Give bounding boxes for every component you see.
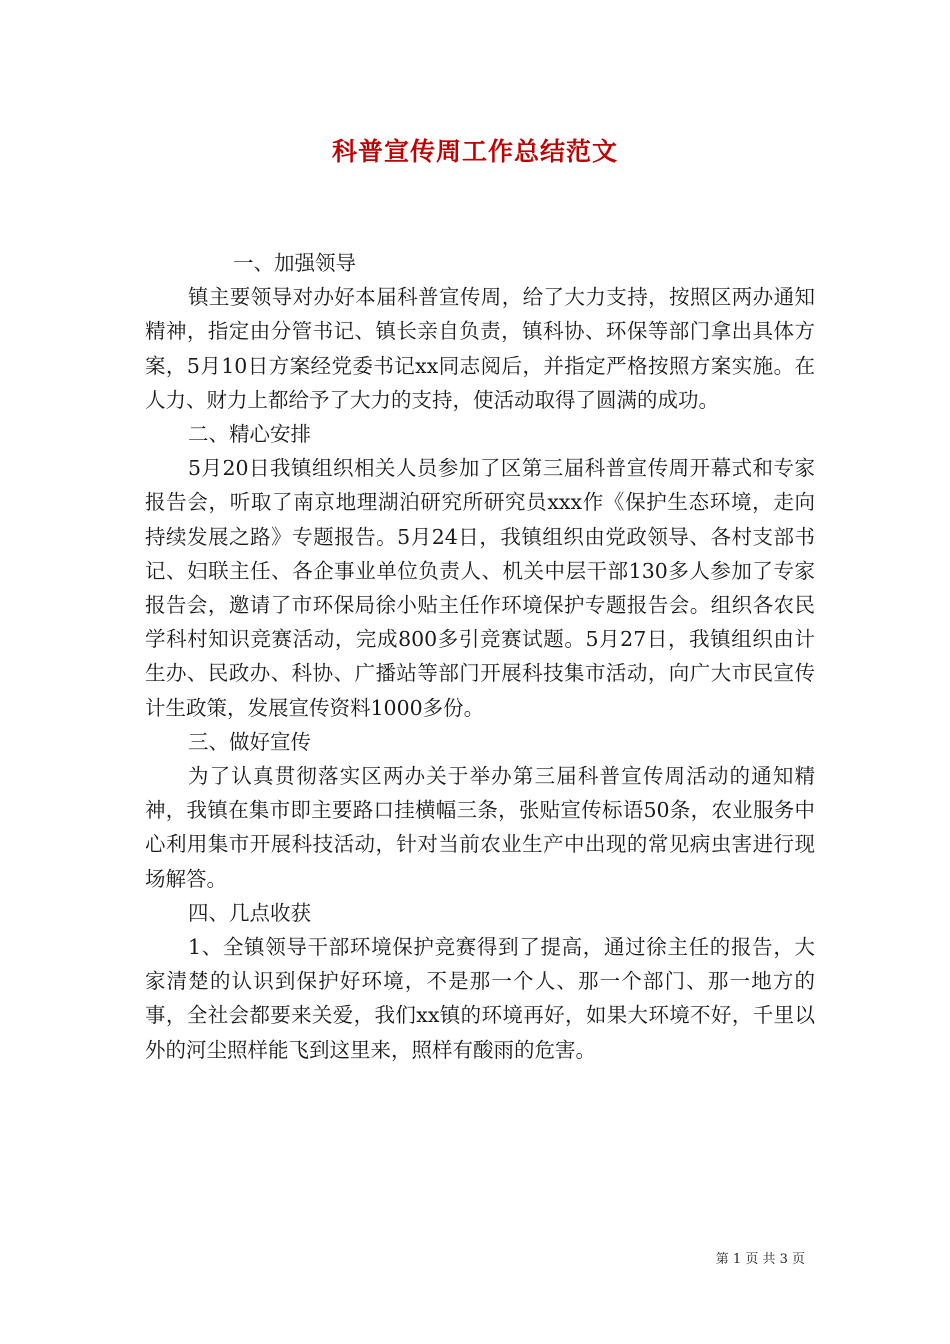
document-body — [145, 246, 815, 1067]
section-paragraph: 为了认真贯彻落实区两办关于举办第三届科普宣传周活动的通知精神，我镇在集市即主要路口挂横幅三条，张贴宣传标语50条，农业服务中心利用集市开展科技活动，针对当前农业生产中出现的常见病虫害进行现场解答。 — [145, 764, 815, 891]
section-paragraph: 1、全镇领导干部环境保护竞赛得到了提高，通过徐主任的报告，大家清楚的认识到保护好环境，不是那一个人、那一个部门、那一地方的事，全社会都要来关爱，我们xx镇的环境再好，如果大环境不好，千里以外的河尘照样能飞到这里来，照样有酸雨的危害。 — [145, 935, 815, 1062]
page-number-footer: 第 1 页 共 3 页 — [715, 1252, 805, 1267]
section-paragraph: 镇主要领导对办好本届科普宣传周，给了大力支持，按照区两办通知精神，指定由分管书记、镇长亲自负责，镇科协、环保等部门拿出具体方案，5月10日方案经党委书记xx同志阅后，并指定严格按照方案实施。在人力、财力上都给予了大力的支持，使活动取得了圆满的成功。 — [145, 285, 815, 412]
section-paragraph: 5月20日我镇组织相关人员参加了区第三届科普宣传周开幕式和专家报告会，听取了南京地理湖泊研究所研究员xxx作《保护生态环境，走向持续发展之路》专题报告。5月24日，我镇组织由党政领导、各村支部书记、妇联主任、各企事业单位负责人、机关中层干部130多人参加了专家报告会，邀请了市环保局徐小贴主任作环境保护专题报告会。组织各农民学科村知识竞赛活动，完成800多引竞赛试题。5月27日，我镇组织由计生办、民政办、科协、广播站等部门开展科技集市活动，向广大市民宣传计生政策，发展宣传资料1000多份。 — [145, 456, 815, 720]
section-heading: 四、几点收获 — [188, 900, 311, 925]
document-title: 科普宣传周工作总结范文 — [331, 137, 618, 166]
section-heading: 二、精心安排 — [188, 422, 311, 447]
section-heading: 一、加强领导 — [233, 251, 356, 275]
section-heading: 三、做好宣传 — [188, 729, 311, 754]
